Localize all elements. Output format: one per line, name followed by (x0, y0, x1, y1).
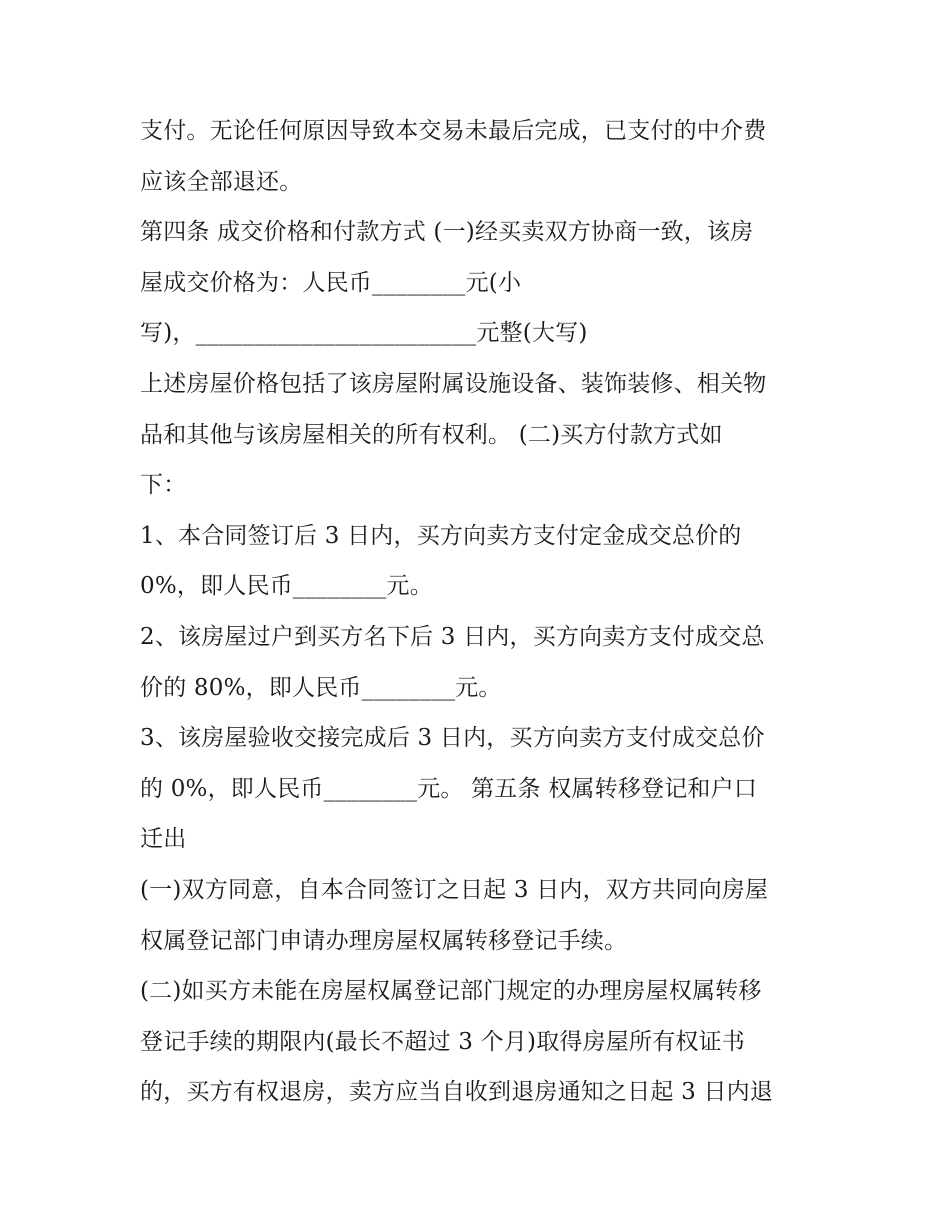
text-line: 迁出 (140, 826, 187, 853)
text-line: 2、该房屋过户到买方名下后 3 日内，买方向卖方支付成交总 (140, 623, 765, 650)
text-line: 权属登记部门申请办理房屋权属转移登记手续。 (140, 927, 628, 954)
document-body (140, 106, 820, 1118)
text-line: 3、该房屋验收交接完成后 3 日内，买方向卖方支付成交总价 (140, 725, 765, 752)
text-line: 0%，即人民币________元。 (140, 573, 433, 600)
text-line: 上述房屋价格包括了该房屋附属设施设备、装饰装修、相关物 (140, 370, 767, 397)
text-line: 价的 80%，即人民币________元。 (140, 674, 502, 701)
text-line: 应该全部退还。 (140, 168, 303, 195)
text-line: 1、本合同签订后 3 日内，买方向卖方支付定金成交总价的 (140, 522, 742, 549)
text-line: 的 0%，即人民币________元。 第五条 权属转移登记和户口 (140, 775, 758, 802)
text-line: 支付。无论任何原因导致本交易未最后完成，已支付的中介费 (140, 118, 767, 144)
text-line: 第四条 成交价格和付款方式 (一)经买卖双方协商一致，该房 (140, 219, 754, 246)
text-line: 屋成交价格为：人民币________元(小 (140, 269, 522, 296)
text-line: 下： (140, 472, 187, 499)
text-line: 的，买方有权退房，卖方应当自收到退房通知之日起 3 日内退 (140, 1079, 774, 1106)
text-line: (一)双方同意，自本合同签订之日起 3 日内，双方共同向房屋 (140, 876, 769, 903)
text-line: 写)，________________________元整(大写) (140, 320, 588, 347)
text-line: 登记手续的期限内(最长不超过 3 个月)取得房屋所有权证书 (140, 1028, 746, 1055)
text-line: (二)如买方未能在房屋权属登记部门规定的办理房屋权属转移 (140, 978, 762, 1005)
text-line: 品和其他与该房屋相关的所有权利。 (二)买方付款方式如 (140, 421, 723, 448)
